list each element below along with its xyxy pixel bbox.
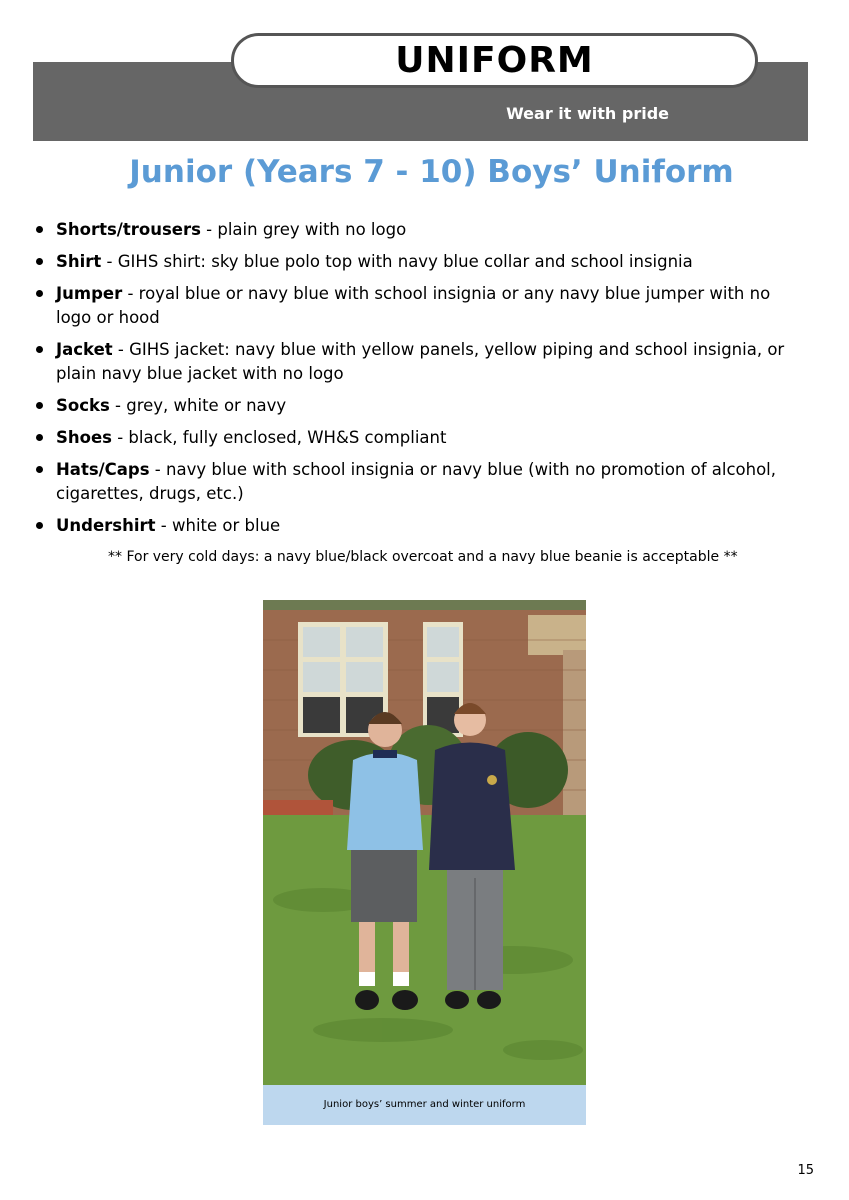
bullet-icon xyxy=(36,466,43,473)
cold-weather-note: ** For very cold days: a navy blue/black overcoat and a navy blue beanie is acceptable ** xyxy=(108,549,738,565)
item-label: Shoes xyxy=(56,428,112,447)
item-text: - GIHS shirt: sky blue polo top with navy blue collar and school insignia xyxy=(101,252,693,271)
list-item xyxy=(36,282,796,330)
item-text: - black, fully enclosed, WH&S compliant xyxy=(111,428,447,447)
photo-illustration xyxy=(263,600,586,1085)
item-text: - GIHS jacket: navy blue with yellow panels, yellow piping and school insignia, or plain navy blue jacket with no logo xyxy=(56,340,785,383)
item-label: Shorts/trousers xyxy=(56,220,201,239)
section-title: Junior (Years 7 - 10) Boys’ Uniform xyxy=(129,154,734,190)
bullet-icon xyxy=(36,402,43,409)
bullet-icon xyxy=(36,522,43,529)
header-tagline: Wear it with pride xyxy=(506,104,669,123)
bullet-icon xyxy=(36,226,43,233)
page-number: 15 xyxy=(797,1163,814,1178)
photo-caption: Junior boys’ summer and winter uniform xyxy=(263,1085,586,1125)
list-item xyxy=(36,514,796,538)
item-text: - grey, white or navy xyxy=(109,396,287,415)
bullet-icon xyxy=(36,434,43,441)
list-item xyxy=(36,458,796,506)
list-item xyxy=(36,394,796,418)
item-label: Socks xyxy=(56,396,110,415)
bullet-icon xyxy=(36,346,43,353)
item-label: Hats/Caps xyxy=(56,460,150,479)
item-text: - plain grey with no logo xyxy=(200,220,407,239)
list-item xyxy=(36,338,796,386)
title-pill xyxy=(231,33,758,88)
uniform-list xyxy=(36,218,796,546)
item-label: Undershirt xyxy=(56,516,156,535)
item-label: Shirt xyxy=(56,252,102,271)
item-text: - royal blue or navy blue with school insignia or any navy blue jumper with no logo or hood xyxy=(56,284,771,327)
item-text: - white or blue xyxy=(155,516,281,535)
list-item xyxy=(36,218,796,242)
bullet-icon xyxy=(36,258,43,265)
uniform-photo xyxy=(263,600,586,1085)
item-text: - navy blue with school insignia or navy blue (with no promotion of alcohol, cigarettes, drugs, etc.) xyxy=(56,460,777,503)
list-item xyxy=(36,426,796,450)
page-title: UNIFORM xyxy=(395,40,594,81)
list-item xyxy=(36,250,796,274)
bullet-icon xyxy=(36,290,43,297)
item-label: Jacket xyxy=(56,340,113,359)
item-label: Jumper xyxy=(56,284,123,303)
